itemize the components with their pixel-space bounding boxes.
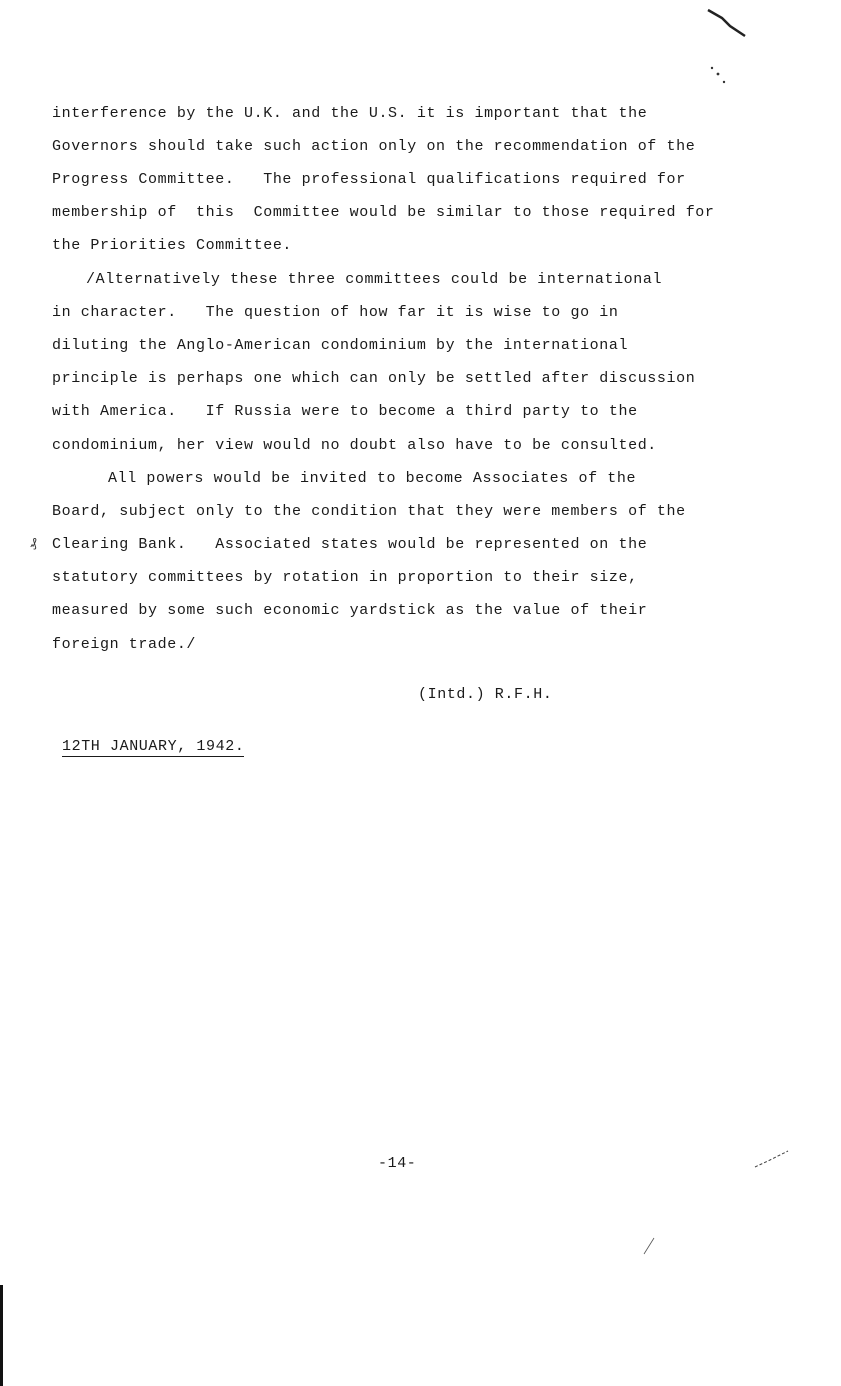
paragraph-1-line-2: Governors should take such action only on the recommendation of the bbox=[52, 138, 696, 155]
paragraph-3-line-4: statutory committees by rotation in proportion to their size, bbox=[52, 569, 638, 586]
paragraph-3-line-6: foreign trade./ bbox=[52, 636, 197, 653]
paragraph-2-line-6: condominium, her view would no doubt also have to be consulted. bbox=[52, 437, 657, 454]
scan-mark-lower-right bbox=[640, 1230, 660, 1260]
page-number: -14- bbox=[378, 1155, 417, 1172]
scan-mark-right bbox=[750, 1145, 795, 1175]
document-date: 12TH JANUARY, 1942. bbox=[62, 738, 245, 755]
paragraph-1-line-5: the Priorities Committee. bbox=[52, 237, 293, 254]
paragraph-1-line-4: membership of this Committee would be similar to those required for bbox=[52, 204, 715, 221]
paragraph-3-line-1: All powers would be invited to become Associates of the bbox=[108, 470, 637, 487]
paragraph-1-line-1: interference by the U.K. and the U.S. it is important that the bbox=[52, 105, 648, 122]
paragraph-2-line-5: with America. If Russia were to become a third party to the bbox=[52, 403, 638, 420]
paragraph-1-line-3: Progress Committee. The professional qualifications required for bbox=[52, 171, 686, 188]
paragraph-2-line-1: /Alternatively these three committees could be international bbox=[86, 271, 663, 288]
paragraph-3-line-3: Clearing Bank. Associated states would be represented on the bbox=[52, 536, 648, 553]
scan-mark-top-right bbox=[700, 0, 760, 100]
paragraph-2-line-4: principle is perhaps one which can only be settled after discussion bbox=[52, 370, 696, 387]
scan-edge-bar bbox=[0, 1285, 3, 1386]
paragraph-2-line-2: in character. The question of how far it is wise to go in bbox=[52, 304, 619, 321]
margin-mark: ₰ bbox=[30, 537, 38, 551]
paragraph-3-line-5: measured by some such economic yardstick as the value of their bbox=[52, 602, 648, 619]
signature: (Intd.) R.F.H. bbox=[418, 686, 553, 703]
paragraph-2-line-3: diluting the Anglo-American condominium by the international bbox=[52, 337, 629, 354]
paragraph-3-line-2: Board, subject only to the condition that they were members of the bbox=[52, 503, 686, 520]
